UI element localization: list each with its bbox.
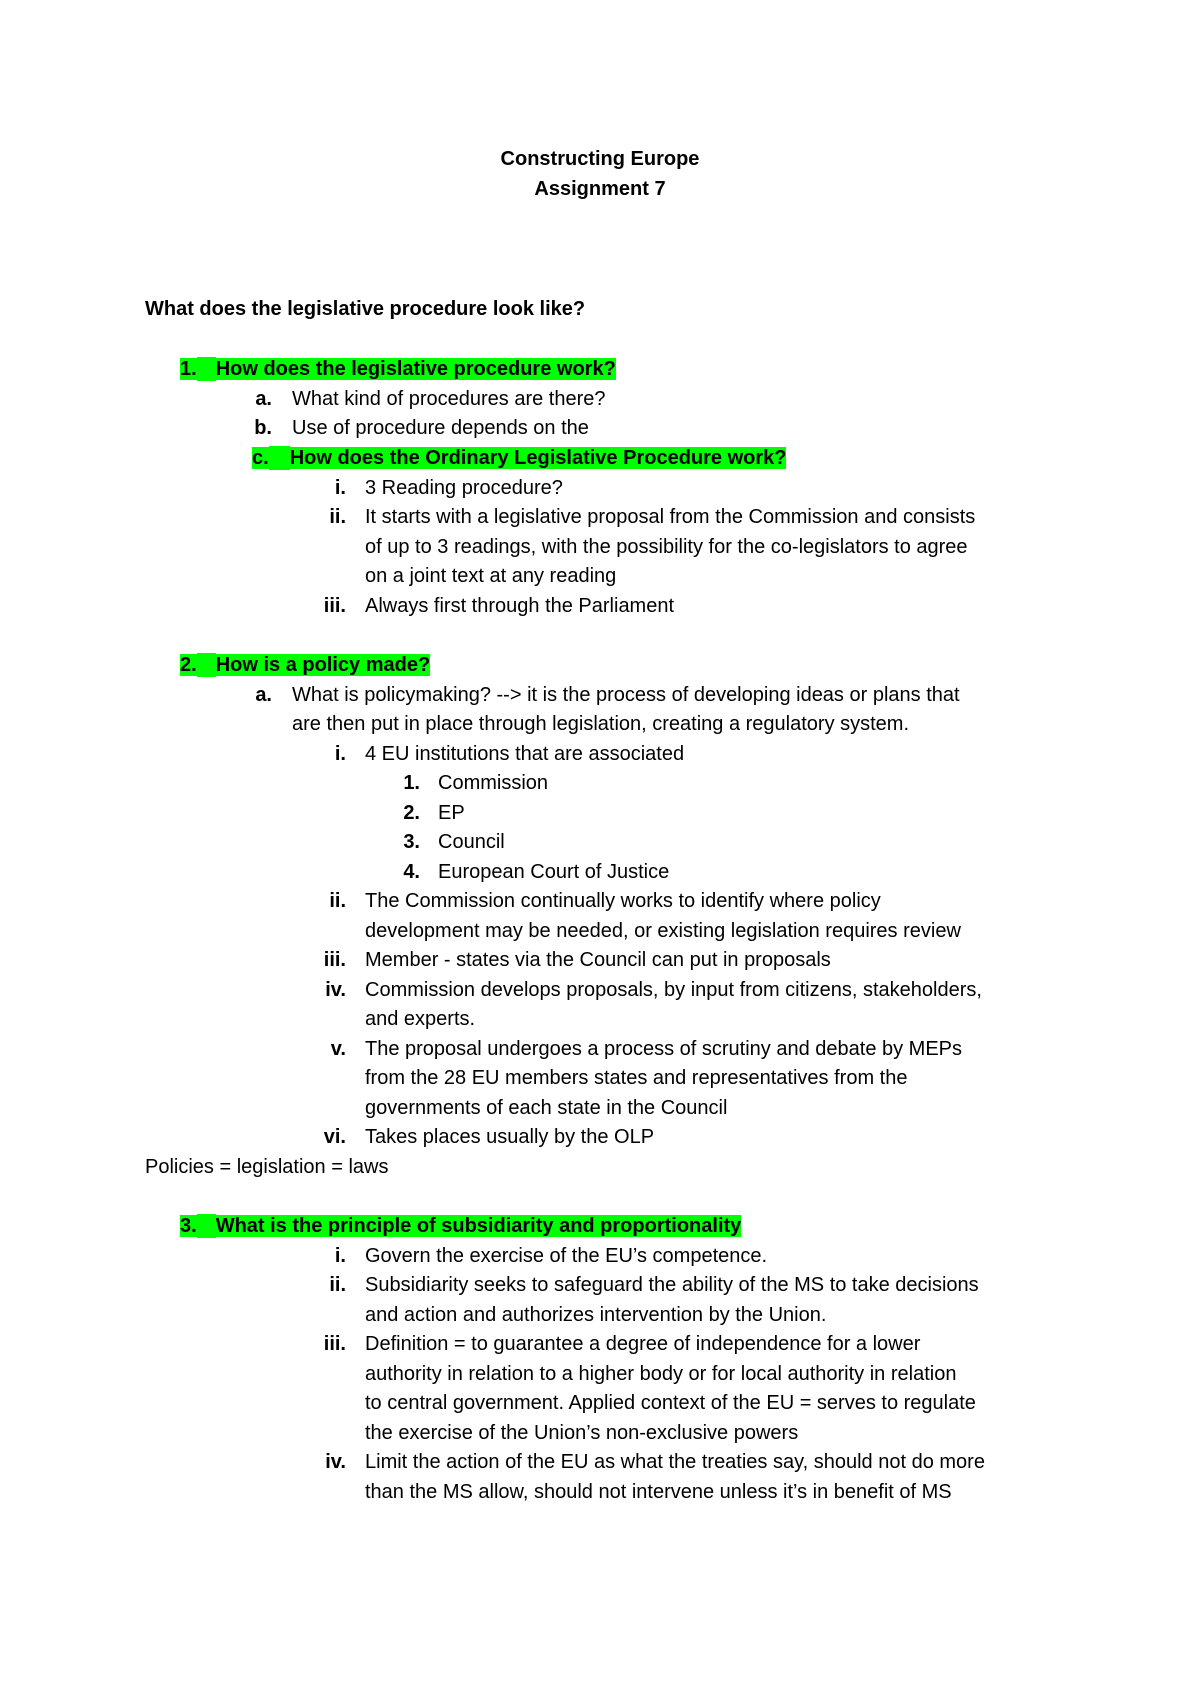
list-marker: v.: [330, 1038, 346, 1060]
list-text-continuation: are then put in place through legislation, creating a regulatory system.: [292, 713, 910, 735]
list-text: Member - states via the Council can put in proposals: [365, 949, 831, 971]
list-marker: i.: [334, 1245, 346, 1267]
list-marker: a.: [255, 684, 272, 706]
main-question: What does the legislative procedure look like?: [145, 298, 586, 320]
list-marker: vi.: [323, 1126, 346, 1148]
section-2-heading: [180, 653, 430, 677]
section-3-heading: [180, 1214, 741, 1238]
list-marker: 1.: [403, 772, 420, 794]
document-title: Constructing Europe: [500, 148, 700, 170]
list-text-continuation: and experts.: [365, 1008, 476, 1030]
list-text: EP: [438, 802, 465, 824]
section-1-number: 1.: [180, 358, 197, 380]
list-marker: iv.: [325, 1451, 346, 1473]
list-marker: c.: [252, 447, 269, 469]
list-text-continuation: of up to 3 readings, with the possibility for the co-legislators to agree: [365, 536, 968, 558]
list-marker: 3.: [403, 831, 420, 853]
list-text-continuation: on a joint text at any reading: [365, 565, 617, 587]
document-subtitle: Assignment 7: [534, 178, 666, 200]
list-text: It starts with a legislative proposal from the Commission and consists: [365, 506, 976, 528]
list-marker: iv.: [325, 979, 346, 1001]
list-marker: iii.: [323, 595, 346, 617]
list-text: Use of procedure depends on the: [292, 417, 589, 439]
list-marker: ii.: [329, 1274, 346, 1296]
list-text-continuation: than the MS allow, should not intervene unless it’s in benefit of MS: [365, 1481, 952, 1503]
list-text: Govern the exercise of the EU’s competence.: [365, 1245, 768, 1267]
list-marker: ii.: [329, 506, 346, 528]
list-text: Subsidiarity seeks to safeguard the ability of the MS to take decisions: [365, 1274, 979, 1296]
list-text-continuation: from the 28 EU members states and representatives from the: [365, 1067, 908, 1089]
list-marker: iii.: [323, 949, 346, 971]
list-text: 4 EU institutions that are associated: [365, 743, 685, 765]
list-text: Commission: [438, 772, 549, 794]
section-1-heading: [180, 357, 616, 381]
list-marker: ii.: [329, 890, 346, 912]
list-marker: i.: [334, 743, 346, 765]
list-marker: iii.: [323, 1333, 346, 1355]
list-text-continuation: the exercise of the Union’s non-exclusive powers: [365, 1422, 799, 1444]
section-2-number: 2.: [180, 654, 197, 676]
list-text: The Commission continually works to identify where policy: [365, 890, 881, 912]
list-marker: 4.: [403, 861, 420, 883]
list-text: Takes places usually by the OLP: [365, 1126, 655, 1148]
list-text: The proposal undergoes a process of scrutiny and debate by MEPs: [365, 1038, 963, 1060]
list-marker: a.: [255, 388, 272, 410]
list-marker: 2.: [403, 802, 420, 824]
list-text: Commission develops proposals, by input from citizens, stakeholders,: [365, 979, 982, 1001]
list-text: Limit the action of the EU as what the treaties say, should not do more: [365, 1451, 985, 1473]
list-text: What is policymaking? --> it is the process of developing ideas or plans that: [292, 684, 960, 706]
list-text: How does the Ordinary Legislative Procedure work?: [289, 447, 787, 469]
list-text: Council: [438, 831, 505, 853]
section-2-title: How is a policy made?: [215, 654, 431, 676]
list-text-continuation: authority in relation to a higher body or for local authority in relation: [365, 1363, 957, 1385]
section-3-number: 3.: [180, 1215, 197, 1237]
list-text: Always first through the Parliament: [365, 595, 675, 617]
list-marker: i.: [334, 477, 346, 499]
section-3-title: What is the principle of subsidiarity and proportionality: [215, 1215, 742, 1237]
list-text-continuation: and action and authorizes intervention by the Union.: [365, 1304, 827, 1326]
list-text: Definition = to guarantee a degree of independence for a lower: [365, 1333, 921, 1355]
list-text: European Court of Justice: [438, 861, 670, 883]
list-text-continuation: governments of each state in the Council: [365, 1097, 728, 1119]
list-text: 3 Reading procedure?: [365, 477, 563, 499]
list-text: What kind of procedures are there?: [292, 388, 606, 410]
list-marker: b.: [254, 417, 272, 439]
section-1-title: How does the legislative procedure work?: [215, 358, 616, 380]
list-text-continuation: development may be needed, or existing legislation requires review: [365, 920, 961, 942]
policies-equation: Policies = legislation = laws: [145, 1156, 389, 1178]
list-text-continuation: to central government. Applied context of the EU = serves to regulate: [365, 1392, 976, 1414]
subsection-c-heading: [252, 446, 786, 470]
